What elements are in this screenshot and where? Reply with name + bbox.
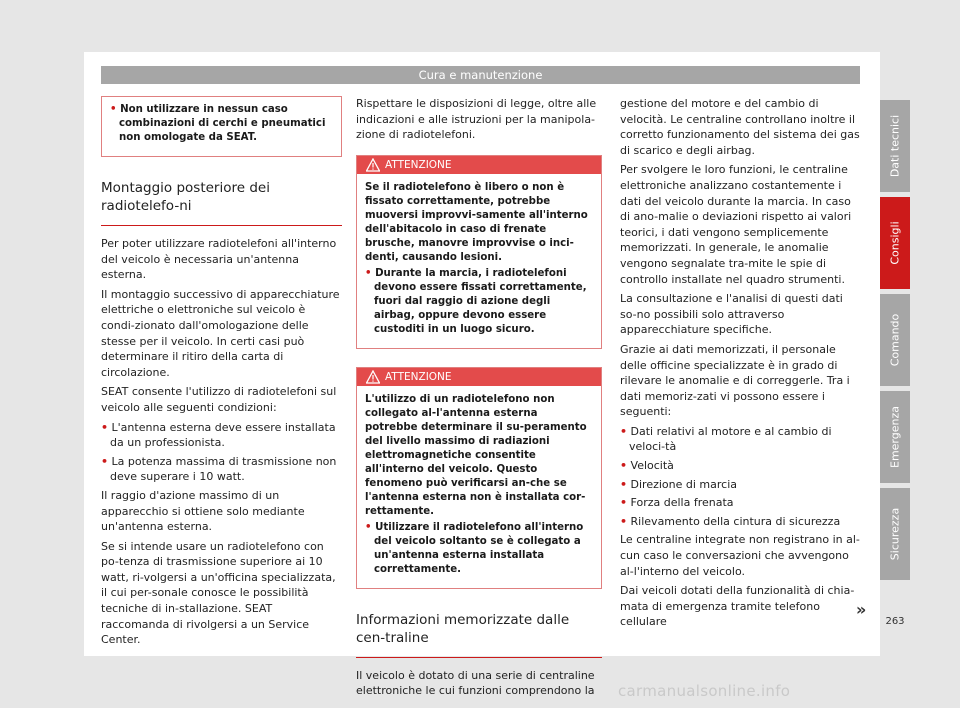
- bullet-dot-icon: •: [620, 496, 628, 510]
- tab-sicurezza[interactable]: Sicurezza: [880, 488, 910, 580]
- column-2: [356, 96, 602, 703]
- warning-bullet: • Non utilizzare in nessun caso combinazioni di cerchi e pneumatici non omologate da SEAT.: [110, 104, 326, 143]
- bullet-dot-icon: •: [110, 104, 117, 115]
- bullet-dot-icon: •: [365, 521, 372, 533]
- paragraph: La consultazione e l'analisi di questi dati so-no possibili solo attraverso apparecchiature specifiche.: [620, 292, 843, 337]
- list-item: • L'antenna esterna deve essere installata da un professionista.: [101, 420, 336, 450]
- attention-body: Se il radiotelefono è libero o non è fissato correttamente, potrebbe muoversi improvvi-samente all'interno dell'abitacolo in caso di frenate brusche, manovre improvvise o inci-denti, causando lesioni. • Durante la marcia, i radiotelefoni devono essere fissati correttamente, fuori dal raggio di azione degli airbag, oppure devono essere custoditi in un luogo sicuro.: [357, 174, 601, 348]
- bullet-dot-icon: •: [620, 424, 628, 438]
- tab-comando[interactable]: Comando: [880, 294, 910, 386]
- attention-body: L'utilizzo di un radiotelefono non collegato al-l'antenna esterna potrebbe determinare il su-peramento del livello massimo di radiazioni elettromagnetiche consentite all'interno del veicolo. Questo fenomeno può verificarsi an-che se l'antenna esterna non è installata cor-rettamente. • Utilizzare il radiotelefono all'interno del veicolo soltanto se è collegato a un'antenna esterna installata correttamente.: [357, 386, 601, 588]
- paragraph: Grazie ai dati memorizzati, il personale delle officine specializzate è in grado di rilevare le anomalie e di correggerle. Tra i dati memoriz-zati vi possono essere i seguenti:: [620, 342, 850, 419]
- section-title-centraline: Informazioni memorizzate dalle cen-traline: [356, 611, 602, 658]
- list-item: • Direzione di marcia: [620, 477, 738, 491]
- tab-consigli[interactable]: Consigli: [880, 197, 910, 289]
- attention-header: ATTENZIONE: [357, 156, 601, 174]
- column-1: [101, 96, 342, 652]
- paragraph: Rispettare le disposizioni di legge, oltre alle indicazioni e alle istruzioni per la manipola-zione di radiotelefoni.: [356, 97, 597, 142]
- page-number: 263: [885, 616, 905, 627]
- paragraph: Il raggio d'azione massimo di un apparecchio si ottiene solo mediante un'antenna esterna.: [101, 488, 305, 534]
- continue-arrow-icon: »: [856, 600, 867, 619]
- section-title-radiotelefoni: Montaggio posteriore dei radiotelefo-ni: [101, 179, 342, 226]
- tab-emergenza[interactable]: Emergenza: [880, 391, 910, 483]
- paragraph: Se si intende usare un radiotelefono con po-tenza di trasmissione superiore ai 10 watt, ri-volgersi a un'officina specializzata, il cui per-sonale conosce le possibilità tecniche di in-stallazione. SEAT raccomanda di rivolgersi a un Service Center.: [101, 539, 336, 647]
- bullet-dot-icon: •: [101, 454, 109, 468]
- bullet-dot-icon: •: [620, 514, 628, 528]
- paragraph: Per poter utilizzare radiotelefoni all'interno del veicolo è necessaria un'antenna esterna.: [101, 237, 337, 282]
- chapter-header: Cura e manutenzione: [101, 66, 860, 84]
- paragraph: Il veicolo è dotato di una serie di centraline elettroniche le cui funzioni comprendono la: [356, 668, 595, 698]
- paragraph: Il montaggio successivo di apparecchiature elettriche o elettroniche sul veicolo è condi-zionato dall'omologazione delle stesse per il veicolo. In certi casi può determinare il ritiro della carta di circolazione.: [101, 287, 340, 379]
- warning-box: [101, 96, 342, 157]
- bullet-dot-icon: •: [620, 477, 628, 491]
- list-item: • Velocità: [620, 459, 674, 473]
- paragraph: Per svolgere le loro funzioni, le centraline elettroniche analizzano costantemente i dati del veicolo durante la marcia. In caso di ano-malie o deviazioni rispetto ai valori teorici, i dati vengono semplicemente memorizzati. In generale, le anomalie vengono segnalate tra-mite le spie di controllo installate nel quadro strumenti.: [620, 163, 852, 286]
- paragraph: Le centraline integrate non registrano in al-cun caso le conversazioni che avvengono al-l'interno del veicolo.: [620, 533, 860, 578]
- bullet-dot-icon: •: [365, 267, 372, 279]
- paragraph: gestione del motore e del cambio di velocità. Le centraline controllano inoltre il corretto funzionamento del sistema dei gas di scarico e degli airbag.: [620, 97, 860, 157]
- bullet-dot-icon: •: [620, 459, 628, 473]
- list-item: • Forza della frenata: [620, 496, 734, 510]
- warning-triangle-icon: [366, 370, 380, 384]
- attention-box-1: [356, 155, 602, 349]
- paragraph: SEAT consente l'utilizzo di radiotelefoni sul veicolo alle seguenti condizioni:: [101, 385, 337, 414]
- bullet-dot-icon: •: [101, 420, 109, 434]
- attention-box-2: [356, 367, 602, 589]
- attention-header: ATTENZIONE: [357, 368, 601, 386]
- column-3: [620, 96, 860, 634]
- tab-dati-tecnici[interactable]: Dati tecnici: [880, 100, 910, 192]
- paragraph: Dai veicoli dotati della funzionalità di chia-mata di emergenza tramite telefono cellulare: [620, 584, 855, 629]
- list-item: • Utilizzare il radiotelefono all'interno del veicolo soltanto se è collegato a un'antenna esterna installata correttamente.: [365, 521, 584, 575]
- watermark: carmanualsonline.info: [618, 682, 791, 700]
- list-item: • Durante la marcia, i radiotelefoni devono essere fissati correttamente, fuori dal raggio di azione degli airbag, oppure devono essere custoditi in un luogo sicuro.: [365, 267, 587, 335]
- list-item: • Rilevamento della cintura di sicurezza: [620, 514, 841, 528]
- warning-triangle-icon: [366, 158, 380, 172]
- list-item: • Dati relativi al motore e al cambio di veloci-tà: [620, 424, 832, 454]
- list-item: • La potenza massima di trasmissione non deve superare i 10 watt.: [101, 454, 337, 484]
